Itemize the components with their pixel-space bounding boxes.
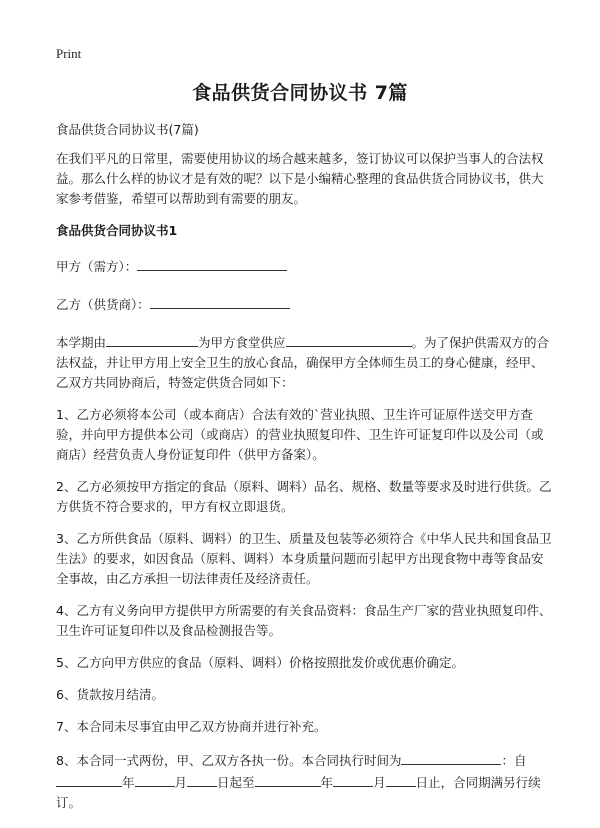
clause-6: 6、货款按月结清。 [56,687,164,702]
clause-2: 2、乙方必须按甲方指定的食品（原料、调料）品名、规格、数量等要求及时进行供货。乙方供货不符合要求的，甲方有权立即退货。 [56,479,552,514]
clause-8-text-3: 年 [122,775,135,790]
clause-7: 7、本合同未尽事宜由甲乙双方协商并进行补充。 [56,719,327,734]
supplier-name-blank [106,331,198,347]
section-heading: 食品供货合同协议书1 [56,223,178,238]
document-subtitle: 食品供货合同协议书(7篇) [56,122,199,137]
party-a-blank [137,255,287,271]
start-month-blank [135,771,175,787]
print-link[interactable]: Print [56,46,82,61]
clause-1: 1、乙方必须将本公司（或本商店）合法有效的`营业执照、卫生许可证原件送交甲方查验，并向甲方提供本公司（或商店）的营业执照复印件、卫生许可证复印件以及公司（或商店）经营负责人身份证复印件（供甲方备案）。 [56,407,544,462]
opening-paragraph [56,331,552,393]
term-blank [401,749,501,765]
clause-8 [56,749,552,813]
end-year-blank [255,771,321,787]
start-day-blank [187,771,217,787]
party-a-label: 甲方（需方）： [56,259,138,274]
start-year-blank [56,771,122,787]
intro-paragraph: 在我们平凡的日常里，需要使用协议的场合越来越多，签订协议可以保护当事人的合法权益。那么什么样的协议才是有效的呢？以下是小编精心整理的食品供货合同协议书，供大家参考借鉴，希望可以帮助到有需要的朋友。 [56,151,544,206]
clause-4: 4、乙方有义务向甲方提供甲方所需要的有关食品资料：食品生产厂家的营业执照复印件、卫生许可证复印件以及食品检测报告等。 [56,603,552,638]
opening-text-3: 。为了保护供需双方的合法权益，并让甲方用上安全卫生的放心食品，确保甲方全体师生员工的身心健康，经甲、乙双方共同协商后，特签定供货合同如下： [56,335,550,390]
end-month-blank [333,771,373,787]
supply-item-blank [286,331,412,347]
clause-8-text-6: 年 [320,775,334,790]
clause-8-text-2: ：自 [501,753,527,768]
clause-8-text-7: 月 [373,775,386,790]
clause-5: 5、乙方向甲方供应的食品（原料、调料）价格按照批发价或优惠价确定。 [56,655,464,670]
clause-8-text-1: 8、本合同一式两份，甲、乙双方各执一份。本合同执行时间为 [56,753,402,768]
end-day-blank [386,771,416,787]
clause-8-text-5: 日起至 [217,775,255,790]
party-b-label: 乙方（供货商）： [56,297,150,312]
party-b-line [56,293,552,315]
clause-8-text-4: 月 [174,775,188,790]
clause-8-text-8: 日止，合同期满另行续订。 [56,775,541,810]
party-a-line [56,255,552,277]
clause-3: 3、乙方所供食品（原料、调料）的卫生、质量及包装等必须符合《中华人民共和国食品卫生法》的要求，如因食品（原料、调料）本身质量问题而引起甲方出现食物中毒等食品安全事故，由乙方承担一切法律责任及经济责任。 [56,531,552,586]
opening-text-1: 本学期由 [56,335,107,350]
page-title: 食品供货合同协议书 7篇 [192,82,408,104]
opening-text-2: 为甲方食堂供应 [198,335,286,350]
party-b-blank [150,293,290,309]
document-body [56,149,552,825]
